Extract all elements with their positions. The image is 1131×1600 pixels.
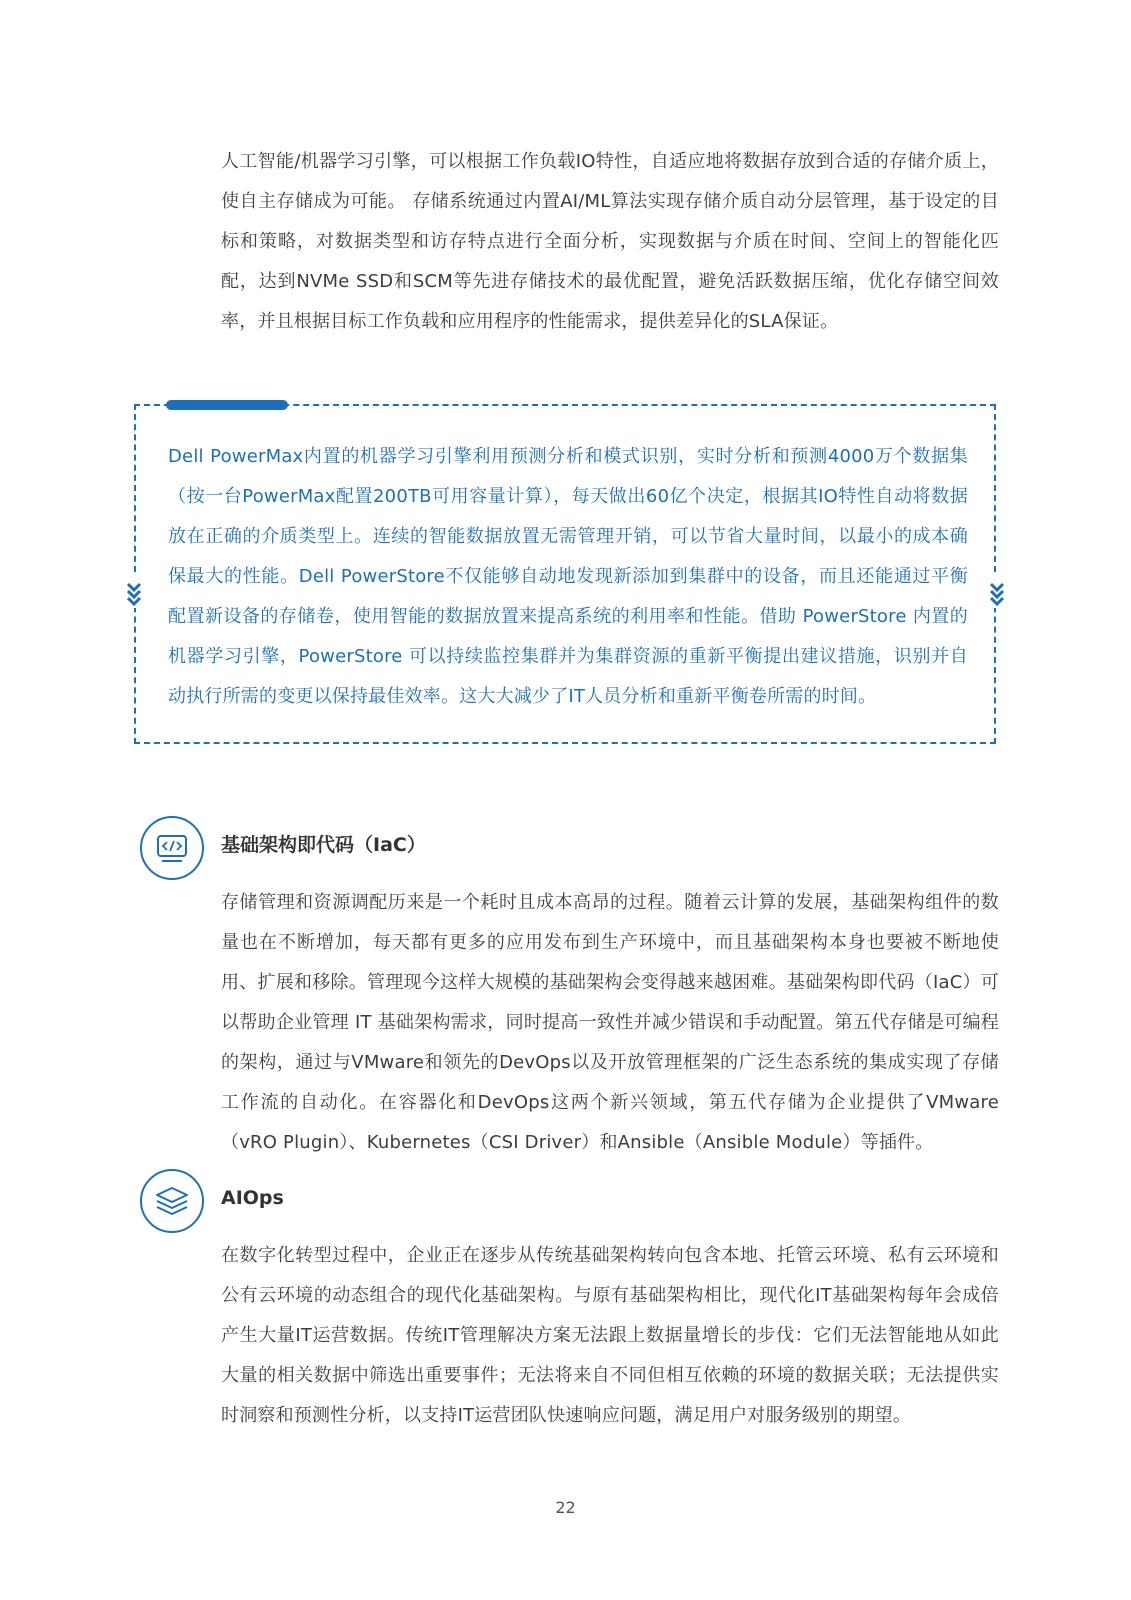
section-title-aiops: AIOps bbox=[221, 1187, 284, 1209]
chevron-down-icon bbox=[988, 576, 1006, 608]
section-body-iac: 存储管理和资源调配历来是一个耗时且成本高昂的过程。随着云计算的发展，基础架构组件的数量也在不断增加，每天都有更多的应用发布到生产环境中，而且基础架构本身也要被不断地使用、扩展和移除。管理现今这样大规模的基础架构会变得越来越困难。基础架构即代码（IaC）可以帮助企业管理 IT 基础架构需求，同时提高一致性并减少错误和手动配置。第五代存储是可编程的架构，通过与VMware和领先的DevOps以及开放管理框架的广泛生态系统的集成实现了存储工作流的自动化。在容器化和DevOps这两个新兴领域，第五代存储为企业提供了VMware（vRO Plugin）、Kubernetes（CSI Driver）和Ansible（Ansible Module）等插件。 bbox=[221, 892, 999, 1153]
callout-text: Dell PowerMax内置的机器学习引擎利用预测分析和模式识别，实时分析和预测4000万个数据集（按一台PowerMax配置200TB可用容量计算），每天做出60亿个决定，根据其IO特性自动将数据放在正确的介质类型上。连续的智能数据放置无需管理开销，可以节省大量时间，以最小的成本确保最大的性能。Dell PowerStore不仅能够自动地发现新添加到集群中的设备，而且还能通过平衡配置新设备的存储卷，使用智能的数据放置来提高系统的利用率和性能。借助 PowerStore 内置的机器学习引擎，PowerStore 可以持续监控集群并为集群资源的重新平衡提出建议措施，识别并自动执行所需的变更以保持最佳效率。这大大减少了IT人员分析和重新平衡卷所需的时间。 bbox=[168, 446, 968, 707]
layers-icon bbox=[140, 1169, 204, 1233]
section-title-iac: 基础架构即代码（IaC） bbox=[221, 834, 426, 856]
section-body-aiops: 在数字化转型过程中，企业正在逐步从传统基础架构转向包含本地、托管云环境、私有云环境和公有云环境的动态组合的现代化基础架构。与原有基础架构相比，现代化IT基础架构每年会成倍产生大量IT运营数据。传统IT管理解决方案无法跟上数据量增长的步伐：它们无法智能地从如此大量的相关数据中筛选出重要事件；无法将来自不同但相互依赖的环境的数据关联；无法提供实时洞察和预测性分析，以支持IT运营团队快速响应问题，满足用户对服务级别的期望。 bbox=[221, 1245, 999, 1426]
intro-paragraph: 人工智能/机器学习引擎，可以根据工作负载IO特性，自适应地将数据存放到合适的存储介质上，使自主存储成为可能。 存储系统通过内置AI/ML算法实现存储介质自动分层管理，基于设定的目标和策略，对数据类型和访存特点进行全面分析，实现数据与介质在时间、空间上的智能化匹配，达到NVMe SSD和SCM等先进存储技术的最优配置，避免活跃数据压缩，优化存储空间效率，并且根据目标工作负载和应用程序的性能需求，提供差异化的SLA保证。 bbox=[221, 151, 999, 332]
page-number: 22 bbox=[555, 1498, 576, 1517]
chevron-down-icon bbox=[125, 576, 143, 608]
callout-tab bbox=[166, 400, 288, 410]
code-icon bbox=[140, 816, 204, 880]
